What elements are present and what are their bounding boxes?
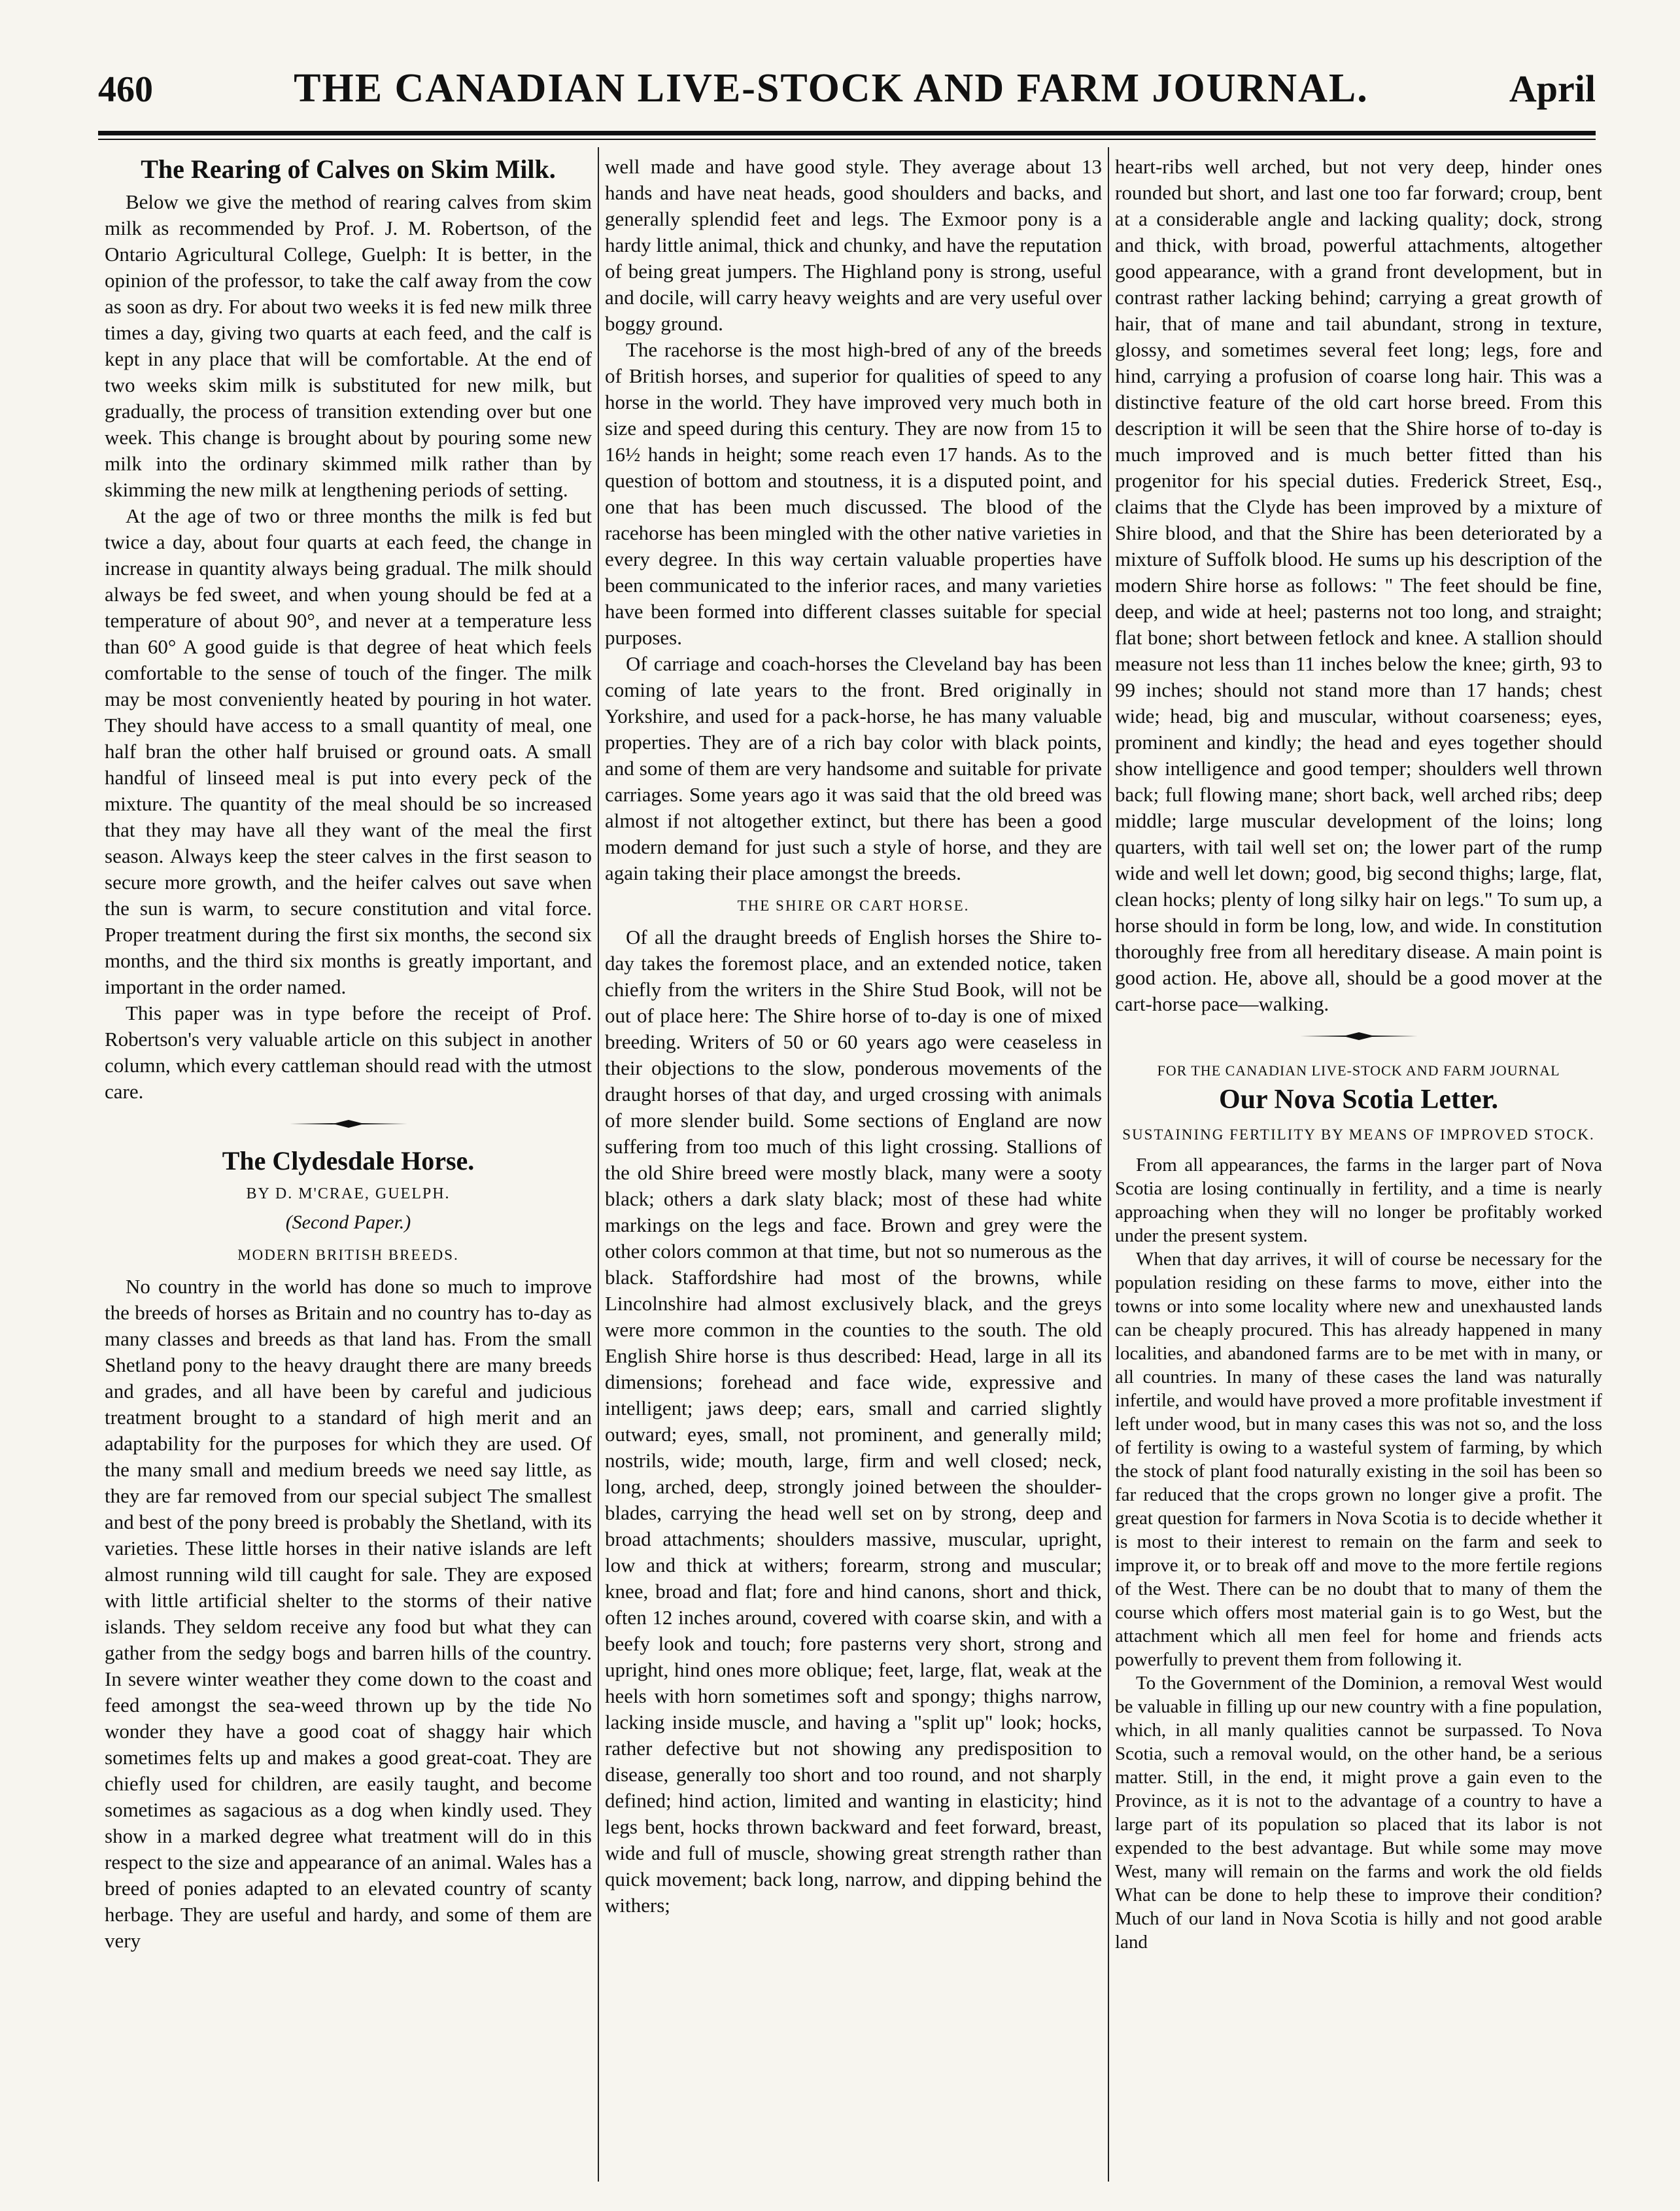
paragraph: No country in the world has done so much to improve the breeds of horses as Britain and no country has to-day as many classes and breeds as that land has. From the small Shetland pony to the heavy draught there are many breeds and grades, and all have been by careful and judicious treatment brought to a standard of high merit and an adaptability for the purposes for which they are used. Of the many small and medium breeds we need say little, as they are far removed from our special subject The smallest and best of the pony breed is probably the Shetland, with its varieties. These little horses in their native islands are left almost running wild till caught for sale. They are exposed with little artificial shelter to the storms of their native islands. They seldom receive any food but what they can gather from the sedgy bogs and barren hills of the country. In severe winter weather they come down to the coast and feed amongst the sea-weed thrown up by the tide No wonder they have a good coat of shaggy hair which sometimes felts up and makes a good great-coat. They are chiefly used for children, are easily taught, and become sometimes as sagacious as a dog when kindly used. They show in a marked degree what treatment will do in this respect to the size and appearance of an animal. Wales has a breed of ponies adapted to an elevated country of scanty herbage. They are useful and hardy, and some of them are very [105, 1275, 592, 1952]
article-title: The Clydesdale Horse. [222, 1146, 475, 1175]
paragraph: Of all the draught breeds of English horses the Shire to-day takes the foremost place, and an extended notice, taken chiefly from the writers in the Shire Stud Book, will not be out of place here: The Shire horse of to-day is one of mixed breeding. Writers of 50 or 60 years ago were ceaseless in their objections to the slow, ponderous movements of the draught horses of that day, and urged crossing with animals of more slender build. Some sections of England are now suffering from too much of this light crossing. Stallions of the old Shire breed were mostly black, many were a sooty black; others a dark slaty black; most of these had white markings on the legs and face. Brown and grey were the other colors common at that time, but not so numerous as the black. Staffordshire had most of the browns, while Lincolnshire had almost exclusively black, and the greys were more common in the counties to the south. The old English Shire horse is thus described: Head, large in all its dimensions; forehead and face wide, expressive and intelligent; jaws deep; ears, small and carried slightly outward; eyes, small, not prominent, and generally mild; nostrils, wide; mouth, large, firm and well closed; neck, long, arched, deep, strongly joined between the shoulder-blades, carrying the head well set on by strong, deep and broad attachments; shoulders massive, muscular, upright, low and thick at withers; forearm, strong and muscular; knee, broad and flat; fore and hind canons, short and thick, often 12 inches around, covered with coarse skin, and with a beefy look and touch; fore pasterns very short, strong and upright, hind ones more oblique; feet, large, flat, weak at the heels with horn sometimes soft and spongy; thighs narrow, lacking inside muscle, and having a "split up" look; hocks, rather defective but not showing any predisposition to disease, generally too short and too round, and not sharply defined; hind action, limited and wanting in elasticity; hind legs bent, hocks thrown backward and feet forward, breast, wide and full of muscle, showing great strength rather than quick movement; back long, narrow, and dipping behind the withers; [605, 926, 1102, 1917]
ornamental-separator [105, 1119, 592, 1128]
column-2 [605, 154, 1102, 2178]
paragraph: This paper was in type before the receipt of Prof. Robertson's very valuable article on this subject in another column, which every cattleman should read with the utmost care. [105, 1001, 592, 1103]
paragraph: At the age of two or three months the milk is fed but twice a day, about four quarts at each feed, the change in increase in quantity always being gradual. The milk should always be fed sweet, and when young should be fed at a temperature of about 90°, and never at a temperature less than 60° A good guide is that degree of heat which feels comfortable to the sense of touch of the finger. The milk may be most conveniently heated by pouring in hot water. They should have access to a small quantity of meal, one half bran the other half bruised or ground oats. A small handful of linseed meal is put into every peck of the mixture. The quantity of the meal should be so increased that they may have all they want of the meal the first season. Always keep the steer calves in the first season to secure more growth, and the heifer calves out save when the sun is warm, to secure constitution and vital force. Proper treatment during the first six months, the second six months, and the third six months is greatly important, and important in the order named. [105, 504, 592, 998]
column-1 [105, 154, 592, 2178]
article-body [1115, 1153, 1602, 1954]
column-3 [1115, 154, 1602, 2178]
paragraph: From all appearances, the farms in the larger part of Nova Scotia are losing continually in fertility, and a time is nearly approaching when they will no longer be profitably worked under the present system. [1115, 1155, 1602, 1246]
column-divider [598, 147, 599, 2182]
header-rule-thick [98, 131, 1596, 135]
journal-title: THE CANADIAN LIVE-STOCK AND FARM JOURNAL. [294, 66, 1369, 111]
header-rule-thin [98, 139, 1596, 140]
page-number: 460 [98, 69, 153, 110]
article-kicker: FOR THE CANADIAN LIVE-STOCK AND FARM JOURNAL [1157, 1062, 1560, 1079]
section-subhead: SUSTAINING FERTILITY BY MEANS OF IMPROVED STOCK. [1122, 1126, 1595, 1143]
article-title: The Rearing of Calves on Skim Milk. [141, 154, 556, 184]
paragraph: To the Government of the Dominion, a removal West would be valuable in filling up our new country with a fine population, which, in all manly qualities cannot be surpassed. To Nova Scotia, such a removal would, on the other hand, be a serious matter. Still, in the end, it might prove a gain even to the Province, as it is not to the advantage of a country to have a large part of its population so placed that its labor is not expended to the best advantage. But while some may move West, many will remain on the farms and work the old fields What can be done to help these to improve their condition? Much of our land in Nova Scotia is hilly and not good arable land [1115, 1673, 1602, 1953]
page-header [98, 65, 1596, 124]
paragraph: well made and have good style. They average about 13 hands and have neat heads, good shoulders and backs, and generally splendid feet and legs. The Exmoor pony is a hardy little animal, thick and chunky, and have the reputation of being great jumpers. The Highland pony is strong, useful and docile, will carry heavy weights and are very useful over boggy ground. [605, 155, 1102, 335]
paragraph: The racehorse is the most high-bred of any of the breeds of British horses, and superior for qualities of speed to any horse in the world. They have improved very much both in size and speed during this century. They are now from 15 to 16½ hands in height; some reach even 17 hands. As to the question of bottom and stoutness, it is a disputed point, and one that has been much discussed. The blood of the racehorse has been mingled with the other native varieties in every degree. In this way certain valuable properties have been communicated to the inferior races, and many varieties have been formed into different classes suitable for special purposes. [605, 338, 1102, 649]
paragraph: Of carriage and coach-horses the Cleveland bay has been coming of late years to the front. Bred originally in Yorkshire, and used for a pack-horse, he has many valuable properties. They are of a rich bay color with black points, and some of them are very handsome and suitable for private carriages. Some years ago it was said that the old breed was almost if not altogether extinct, but there has been a good modern demand for just such a style of horse, and they are again taking their place amongst the breeds. [605, 652, 1102, 884]
paragraph: heart-ribs well arched, but not very deep, hinder ones rounded but short, and last one too far forward; croup, bent at a considerable angle and lacking quality; dock, strong and thick, with broad, powerful attachments, altogether good appearance, with a grand front development, but in contrast rather lacking behind; carrying a great growth of hair, that of mane and tail abundant, strong in texture, glossy, and sometimes several feet long; legs, fore and hind, carrying a profusion of coarse long hair. This was a distinctive feature of the old cart horse breed. From this description it will be seen that the Shire horse of to-day is much improved and is much better fitted than his progenitor for his special duties. Frederick Street, Esq., claims that the Clyde has been improved by a mixture of Shire blood, and that the Shire has been deteriorated by a mixture of Suffolk blood. He sums up his description of the modern Shire horse as follows: " The feet should be fine, deep, and wide at heel; pasterns not too long, and straight; flat bone; short between fetlock and knee. A stallion should measure not less than 11 inches below the knee; girth, 93 to 99 inches; should not stand more than 17 hands; chest wide; head, big and muscular, without coarseness; eyes, prominent and kindly; the head and eyes together should show intelligence and good temper; shoulders well thrown back; full flowing mane; short back, well arched ribs; deep middle; large muscular development of the loins; long quarters, with tail well set on; the lower part of the rump wide and well let down; good, big second thighs; large, flat, clean hocks; plenty of long silky hair on legs." To sum up, a horse should in form be long, low, and wide. In constitution thoroughly free from all hereditary disease. A main point is good action. He, above all, should be a good mover at the cart-horse pace—walking. [1115, 155, 1602, 1015]
section-subhead: THE SHIRE OR CART HORSE. [737, 897, 970, 914]
paragraph: Below we give the method of rearing calves from skim milk as recommended by Prof. J. M. Robertson, of the Ontario Agricultural College, Guelph: It is better, in the opinion of the professor, to take the calf away from the cow as soon as dry. For about two weeks it is fed new milk three times a day, giving two quarts at each feed, and the calf is kept in any place that will be comfortable. At the end of two weeks skim milk is substituted for new milk, but gradually, the process of transition extending over but one week. This change is brought about by pouring some new milk into the ordinary skimmed milk rather than by skimming the new milk at lengthening periods of setting. [105, 190, 592, 501]
ornamental-separator [1115, 1032, 1602, 1041]
issue-month: April [1509, 67, 1596, 110]
byline: BY D. M'CRAE, GUELPH. [246, 1185, 451, 1202]
article-title: Our Nova Scotia Letter. [1219, 1085, 1498, 1115]
paragraph: When that day arrives, it will of course be necessary for the population residing on these farms to move, either into the towns or into some locality where new and unexhausted lands can be cheaply procured. This has already happened in many localities, and abandoned farms are to be met with in many, or all countries. In many of these cases the land was naturally infertile, and would have proved a more profitable investment if left under wood, but in many cases this was not so, and the loss of fertility is owing to a wasteful system of farming, by which the stock of plant food naturally existing in the soil has been so far reduced that the crops grown no longer give a profit. The great question for farmers in Nova Scotia is to decide whether it is most to their interest to remain on the farm and seek to improve it, or to break off and move to the more fertile regions of the West. There can be no doubt that to many of them the course which offers most material gain is to go West, but the attachment which all men feel for home and friends acts powerfully to prevent them from following it. [1115, 1249, 1602, 1670]
section-subhead: MODERN BRITISH BREEDS. [237, 1247, 459, 1263]
column-divider [1108, 147, 1109, 2182]
paper-note: (Second Paper.) [285, 1211, 411, 1233]
